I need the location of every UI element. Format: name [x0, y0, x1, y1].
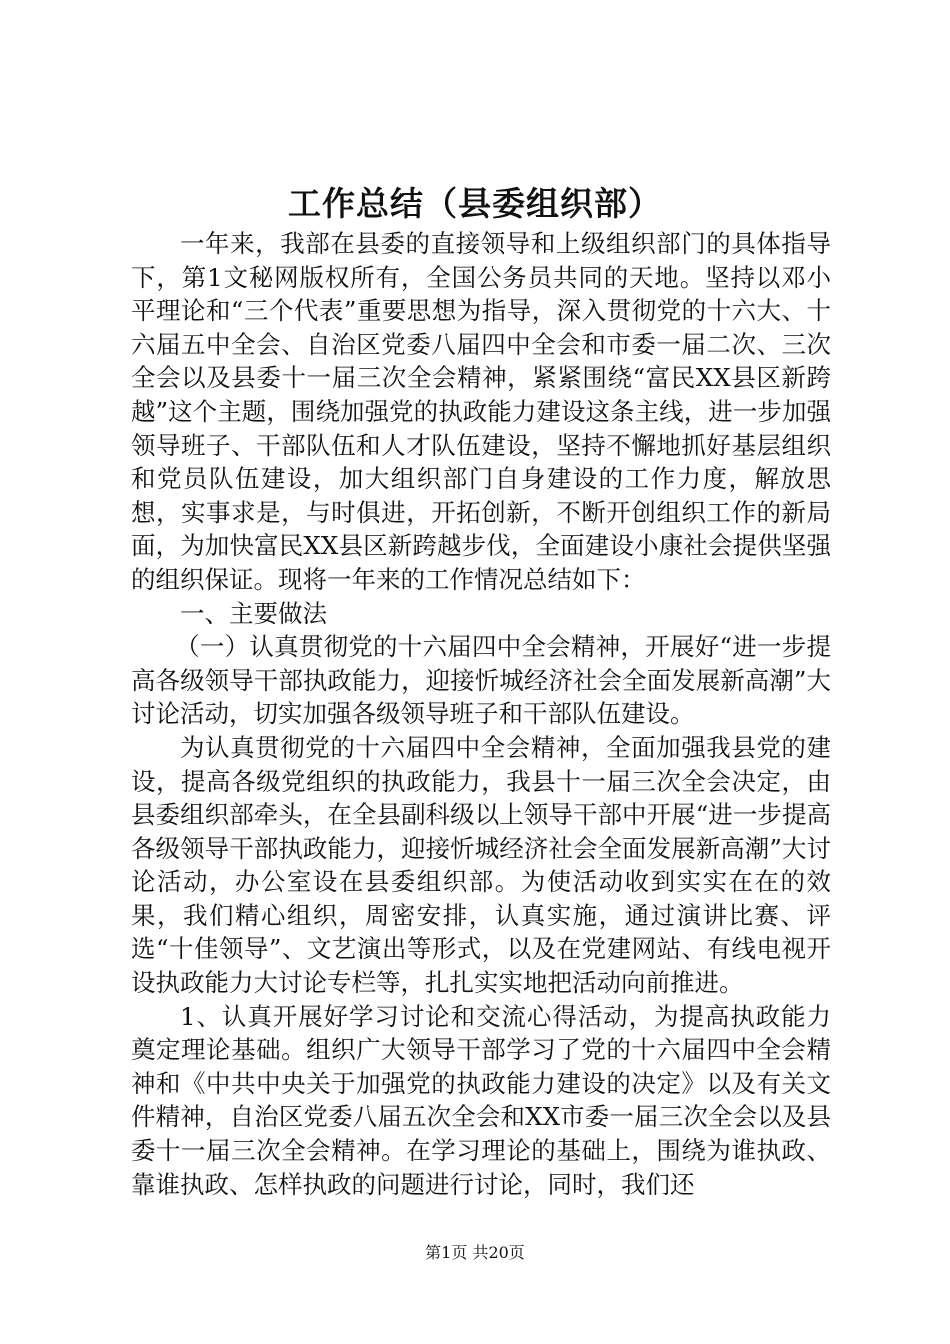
document-body	[131, 227, 831, 1201]
document-title: 工作总结（县委组织部）	[288, 184, 662, 223]
paragraph-intro: 一年来，我部在县委的直接领导和上级组织部门的具体指导下，第1文秘网版权所有，全国公务员共同的天地。坚持以邓小平理论和“三个代表”重要思想为指导，深入贯彻党的十六大、十六届五中全会、自治区党委八届四中全会和市委一届二次、三次全会以及县委十一届三次全会精神，紧紧围绕“富民XX县区新跨越”这个主题，围绕加强党的执政能力建设这条主线，进一步加强领导班子、干部队伍和人才队伍建设，坚持不懈地抓好基层组织和党员队伍建设，加大组织部门自身建设的工作力度，解放思想，实事求是，与时俱进，开拓创新，不断开创组织工作的新局面，为加快富民XX县区新跨越步伐，全面建设小康社会提供坚强的组织保证。现将一年来的工作情况总结如下：	[131, 229, 831, 594]
paragraph-item-1: 1、认真开展好学习讨论和交流心得活动，为提高执政能力奠定理论基础。组织广大领导干部学习了党的十六届四中全会精神和《中共中央关于加强党的执政能力建设的决定》以及有关文件精神，自治区党委八届五次全会和XX市委一届三次全会以及县委十一届三次全会精神。在学习理论的基础上，围绕为谁执政、靠谁执政、怎样执政的问题进行讨论，同时，我们还	[131, 1001, 831, 1199]
paragraph-body: 为认真贯彻党的十六届四中全会精神，全面加强我县党的建设，提高各级党组织的执政能力，我县十一届三次全会决定，由县委组织部牵头，在全县副科级以上领导干部中开展“进一步提高各级领导干部执政能力，迎接忻城经济社会全面发展新高潮”大讨论活动，办公室设在县委组织部。为使活动收到实实在在的效果，我们精心组织，周密安排，认真实施，通过演讲比赛、评选“十佳领导”、文艺演出等形式，以及在党建网站、有线电视开设执政能力大讨论专栏等，扎扎实实地把活动向前推进。	[131, 732, 831, 998]
subsection-heading: （一）认真贯彻党的十六届四中全会精神，开展好“进一步提高各级领导干部执政能力，迎接忻城经济社会全面发展新高潮”大讨论活动，切实加强各级领导班子和干部队伍建设。	[131, 632, 831, 729]
page-footer: 第1页 共20页	[425, 1243, 525, 1262]
section-heading: 一、主要做法	[180, 598, 327, 628]
